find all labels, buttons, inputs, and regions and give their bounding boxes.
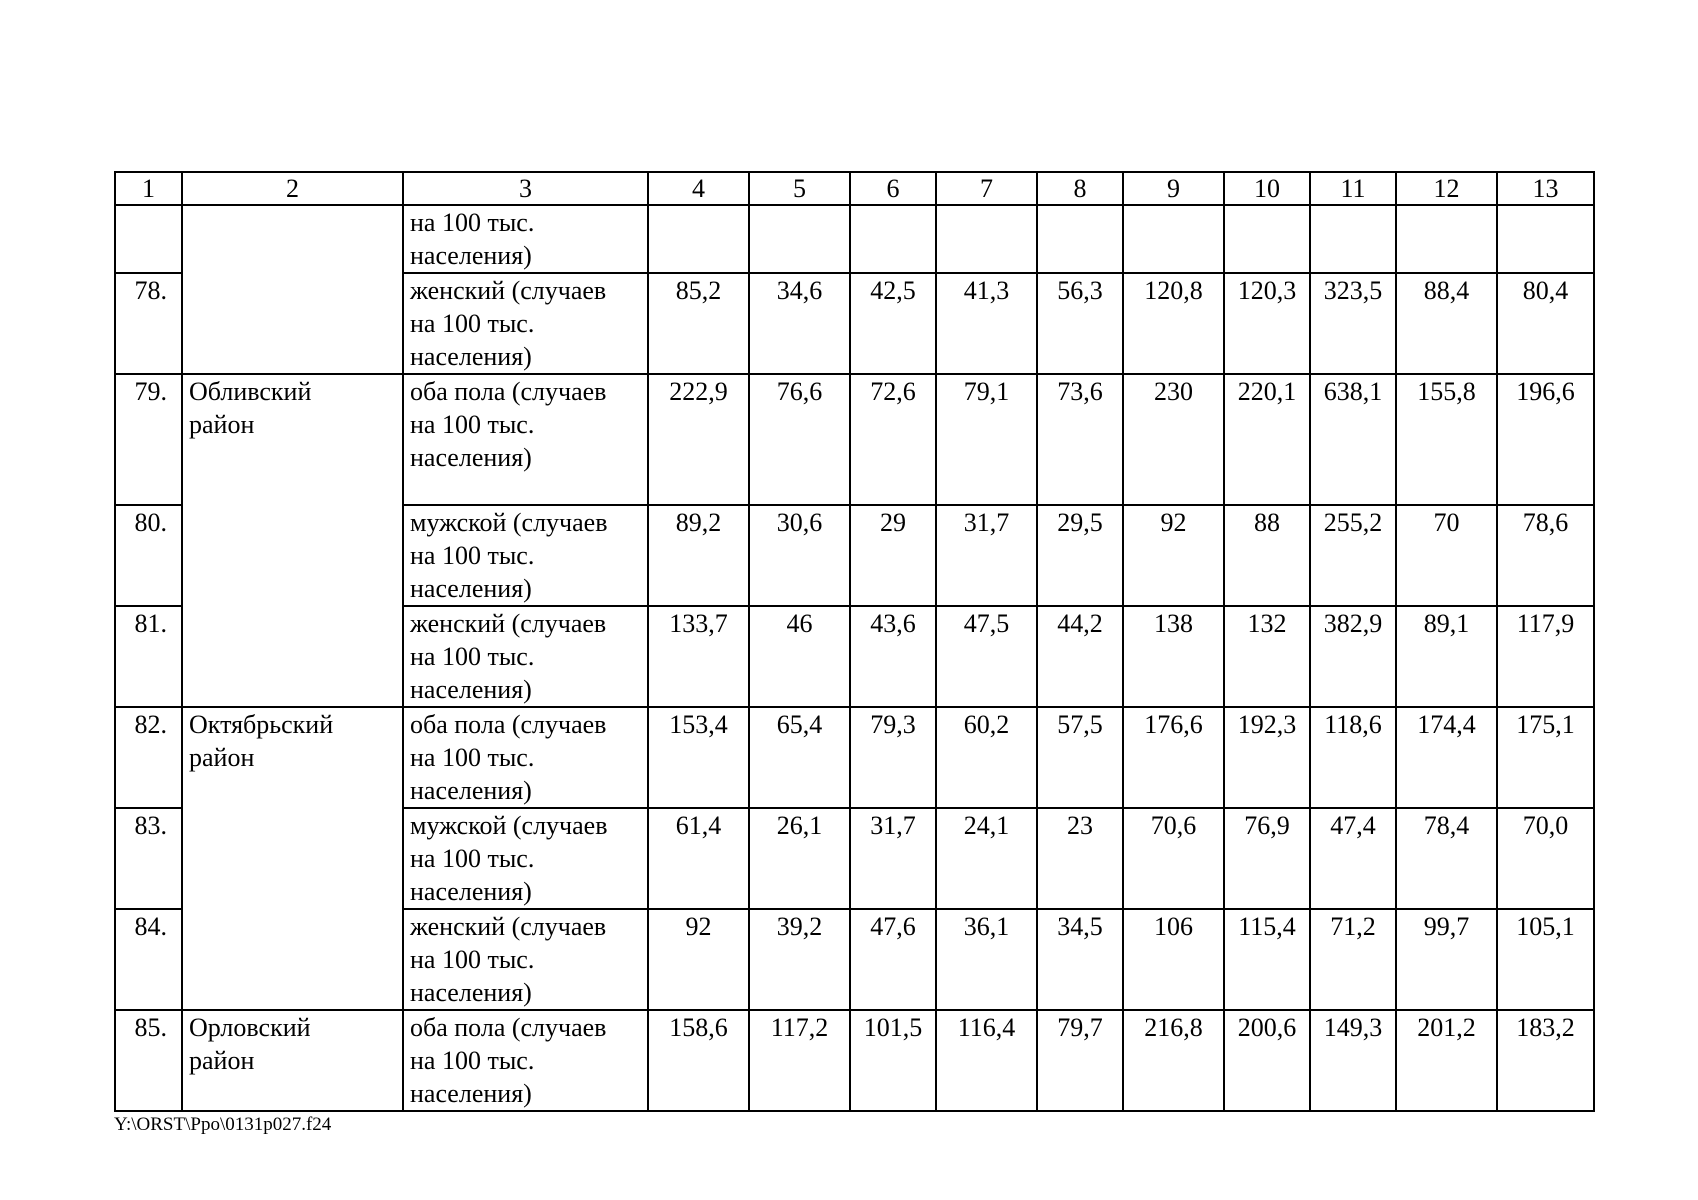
district-cell: Октябрьский район: [182, 707, 403, 1010]
value-cell: 72,6: [850, 374, 936, 505]
value-cell: 41,3: [936, 273, 1037, 374]
header-cell: 1: [115, 172, 182, 205]
indicator-cell: женский (случаев на 100 тыс. населения): [403, 273, 648, 374]
district-cell: Обливский район: [182, 374, 403, 707]
row-number: 81.: [115, 606, 182, 707]
value-cell: 638,1: [1310, 374, 1396, 505]
value-cell: 70,0: [1497, 808, 1594, 909]
value-cell: 23: [1037, 808, 1123, 909]
header-cell: 6: [850, 172, 936, 205]
value-cell: 220,1: [1224, 374, 1310, 505]
indicator-cell: мужской (случаев на 100 тыс. населения): [403, 808, 648, 909]
header-cell: 9: [1123, 172, 1224, 205]
value-cell: 61,4: [648, 808, 749, 909]
value-cell: 88: [1224, 505, 1310, 606]
value-cell: 78,6: [1497, 505, 1594, 606]
header-cell: 5: [749, 172, 850, 205]
value-cell: [1497, 205, 1594, 273]
header-cell: 12: [1396, 172, 1497, 205]
value-cell: 176,6: [1123, 707, 1224, 808]
value-cell: [648, 205, 749, 273]
value-cell: 73,6: [1037, 374, 1123, 505]
row-number: 85.: [115, 1010, 182, 1111]
value-cell: 118,6: [1310, 707, 1396, 808]
value-cell: 323,5: [1310, 273, 1396, 374]
value-cell: 31,7: [936, 505, 1037, 606]
value-cell: 79,3: [850, 707, 936, 808]
value-cell: 47,4: [1310, 808, 1396, 909]
header-cell: 4: [648, 172, 749, 205]
value-cell: 106: [1123, 909, 1224, 1010]
header-cell: 2: [182, 172, 403, 205]
header-cell: 8: [1037, 172, 1123, 205]
indicator-cell: мужской (случаев на 100 тыс. населения): [403, 505, 648, 606]
value-cell: 24,1: [936, 808, 1037, 909]
value-cell: 47,5: [936, 606, 1037, 707]
value-cell: [850, 205, 936, 273]
value-cell: 36,1: [936, 909, 1037, 1010]
value-cell: 201,2: [1396, 1010, 1497, 1111]
value-cell: 175,1: [1497, 707, 1594, 808]
indicator-cell: оба пола (случаев на 100 тыс. населения): [403, 374, 648, 505]
header-row: [115, 172, 1594, 205]
value-cell: 192,3: [1224, 707, 1310, 808]
value-cell: 60,2: [936, 707, 1037, 808]
value-cell: [749, 205, 850, 273]
value-cell: 30,6: [749, 505, 850, 606]
value-cell: 120,3: [1224, 273, 1310, 374]
indicator-cell: оба пола (случаев на 100 тыс. населения): [403, 1010, 648, 1111]
value-cell: 34,5: [1037, 909, 1123, 1010]
row-number: [115, 205, 182, 273]
value-cell: 71,2: [1310, 909, 1396, 1010]
table-row: [115, 374, 1594, 505]
value-cell: [936, 205, 1037, 273]
value-cell: 39,2: [749, 909, 850, 1010]
table-body: [115, 205, 1594, 1111]
value-cell: 132: [1224, 606, 1310, 707]
value-cell: 78,4: [1396, 808, 1497, 909]
value-cell: 29: [850, 505, 936, 606]
district-cell: [182, 205, 403, 374]
indicator-cell: оба пола (случаев на 100 тыс. населения): [403, 707, 648, 808]
row-number: 82.: [115, 707, 182, 808]
value-cell: 158,6: [648, 1010, 749, 1111]
value-cell: [1396, 205, 1497, 273]
value-cell: 85,2: [648, 273, 749, 374]
value-cell: 196,6: [1497, 374, 1594, 505]
value-cell: 120,8: [1123, 273, 1224, 374]
indicator-cell: на 100 тыс. населения): [403, 205, 648, 273]
value-cell: 46: [749, 606, 850, 707]
value-cell: 43,6: [850, 606, 936, 707]
value-cell: 183,2: [1497, 1010, 1594, 1111]
value-cell: 174,4: [1396, 707, 1497, 808]
value-cell: 222,9: [648, 374, 749, 505]
file-path-footer: Y:\ORST\Ppo\0131p027.f24: [114, 1114, 332, 1135]
row-number: 79.: [115, 374, 182, 505]
value-cell: 89,1: [1396, 606, 1497, 707]
value-cell: 57,5: [1037, 707, 1123, 808]
value-cell: 153,4: [648, 707, 749, 808]
table-row: [115, 1010, 1594, 1111]
value-cell: 117,2: [749, 1010, 850, 1111]
value-cell: 115,4: [1224, 909, 1310, 1010]
value-cell: 70: [1396, 505, 1497, 606]
value-cell: 79,1: [936, 374, 1037, 505]
header-cell: 7: [936, 172, 1037, 205]
value-cell: 70,6: [1123, 808, 1224, 909]
value-cell: 116,4: [936, 1010, 1037, 1111]
value-cell: 56,3: [1037, 273, 1123, 374]
value-cell: 65,4: [749, 707, 850, 808]
value-cell: 200,6: [1224, 1010, 1310, 1111]
value-cell: [1224, 205, 1310, 273]
row-number: 78.: [115, 273, 182, 374]
header-cell: 13: [1497, 172, 1594, 205]
value-cell: 26,1: [749, 808, 850, 909]
value-cell: 230: [1123, 374, 1224, 505]
row-number: 83.: [115, 808, 182, 909]
value-cell: 133,7: [648, 606, 749, 707]
value-cell: 216,8: [1123, 1010, 1224, 1111]
value-cell: 47,6: [850, 909, 936, 1010]
value-cell: 92: [648, 909, 749, 1010]
value-cell: 138: [1123, 606, 1224, 707]
value-cell: 76,6: [749, 374, 850, 505]
header-cell: 11: [1310, 172, 1396, 205]
value-cell: 155,8: [1396, 374, 1497, 505]
value-cell: 149,3: [1310, 1010, 1396, 1111]
data-table: [114, 171, 1595, 1112]
indicator-cell: женский (случаев на 100 тыс. населения): [403, 909, 648, 1010]
value-cell: 92: [1123, 505, 1224, 606]
value-cell: [1310, 205, 1396, 273]
value-cell: 42,5: [850, 273, 936, 374]
value-cell: 101,5: [850, 1010, 936, 1111]
value-cell: 29,5: [1037, 505, 1123, 606]
value-cell: 31,7: [850, 808, 936, 909]
value-cell: 117,9: [1497, 606, 1594, 707]
value-cell: [1123, 205, 1224, 273]
value-cell: 89,2: [648, 505, 749, 606]
table-row: [115, 205, 1594, 273]
value-cell: 80,4: [1497, 273, 1594, 374]
value-cell: [1037, 205, 1123, 273]
value-cell: 88,4: [1396, 273, 1497, 374]
indicator-cell: женский (случаев на 100 тыс. населения): [403, 606, 648, 707]
header-cell: 10: [1224, 172, 1310, 205]
row-number: 84.: [115, 909, 182, 1010]
value-cell: 79,7: [1037, 1010, 1123, 1111]
value-cell: 99,7: [1396, 909, 1497, 1010]
value-cell: 382,9: [1310, 606, 1396, 707]
value-cell: 255,2: [1310, 505, 1396, 606]
value-cell: 44,2: [1037, 606, 1123, 707]
row-number: 80.: [115, 505, 182, 606]
value-cell: 105,1: [1497, 909, 1594, 1010]
value-cell: 76,9: [1224, 808, 1310, 909]
district-cell: Орловский район: [182, 1010, 403, 1111]
header-cell: 3: [403, 172, 648, 205]
table-row: [115, 707, 1594, 808]
value-cell: 34,6: [749, 273, 850, 374]
